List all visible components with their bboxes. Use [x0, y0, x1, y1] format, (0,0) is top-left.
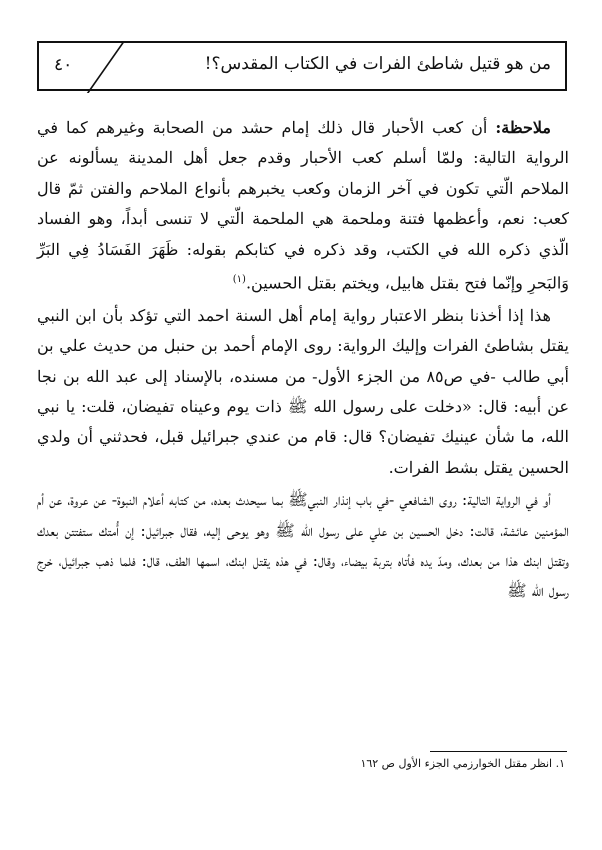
header-divider [87, 41, 125, 93]
paragraph-2 [37, 301, 569, 483]
paragraph-text: أو في الرواية التالية: روى الشافعي -في باب إنذار النبيﷺ بما سيحدث بعده، من كتابه أعلام النبوة- عن عروة، عن أم المؤمنين عائشة، قالت: دخل الحسين بن علي على رسول الله ﷺ وهو يوحى إليه، فقال جبرائيل: إن أُمتك ستفتتن بعدك وتقتل ابنك هذا من بعدك، ومدّ يده فأتاه بتربة بيضاء، وقال: في هذه يقتل ابنك، اسمها الطف، قال: فلما ذهب جبرائيل، خرج رسول الله ﷺ [37, 490, 569, 601]
page-number: ٤٠ [54, 55, 73, 75]
footnote-separator [430, 751, 567, 752]
page-header [37, 41, 567, 91]
paragraph-text: هذا إذا أخذنا بنظر الاعتبار رواية إمام أهل السنة احمد التي تؤكد بأن ابن النبي يقتل بشاطئ الفرات وإليك الرواية: روى الإمام أحمد بن حنبل من حديث علي بن أبي طالب -في ص٨٥ من الجزء الأول- من مسنده، بالإسناد إلى عبد الله بن نجا عن أبيه: قال: «دخلت على رسول الله ﷺ ذات يوم وعيناه تفيضان، قلت: يا نبي الله، ما شأن عينيك تفيضان؟ قال: قام من عندي جبرائيل قبل، فحدثني أن ولدي الحسين يقتل بشط الفرات. [37, 305, 570, 477]
paragraph-1 [37, 113, 569, 299]
note-label: ملاحظة: [495, 118, 551, 137]
header-title: من هو قتيل شاطئ الفرات في الكتاب المقدس؟! [204, 54, 551, 74]
body-text [37, 113, 569, 609]
paragraph-3 [37, 485, 569, 607]
paragraph-text: أن كعب الأحبار قال ذلك إمام حشد من الصحابة وغيرهم كما في الرواية التالية: ولمّا أسلم كعب الأحبار وقدم جعل أهل المدينة يسألونه عن الملاحم الّتي تكون في آخر الزمان وكعب يخبرهم بأنواع الملاحم والفتن ثمّ قال كعب: نعم، وأعظمها فتنة وملحمة هي الملحمة الّتي لا تنسى أبداً، وهو الفساد الّذي ذكره الله في الكتب، وقد ذكره في كتابكم بقوله: ظَهَرَ الفَسَادُ فِي البَرِّ وَالبَحرِ وإنّما فتح بقتل هابيل، ويختم بقتل الحسين. [37, 118, 569, 293]
footnote-marker: (١) [232, 274, 246, 286]
footnote: ١. انظر مقتل الخوارزمي الجزء الأول ص ١٦٢ [360, 757, 565, 770]
